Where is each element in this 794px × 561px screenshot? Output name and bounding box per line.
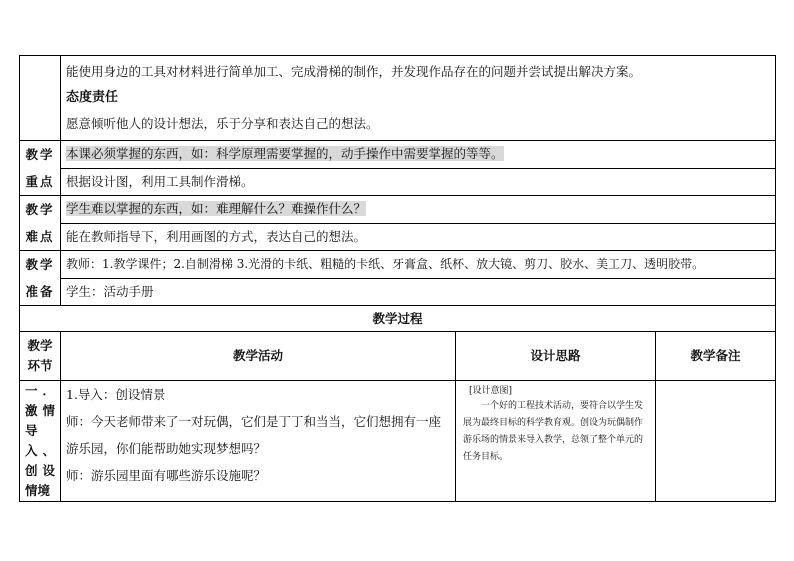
stage-1-activity-teacher-2: 师：游乐园里面有哪些游乐设施呢？ (66, 468, 267, 483)
difficulties-label (20, 196, 61, 251)
process-title: 教学过程 (20, 306, 776, 332)
stage-header-1: 教学 (27, 338, 53, 353)
notes-column-header: 教学备注 (656, 332, 776, 381)
process-header-row (20, 332, 776, 381)
design-intent-text: 一个好的工程技术活动，要符合以学生发展为最终目标的科学教育观。创设为玩偶制作游乐场的情景来导入教学，总领了整个单元的任务目标。 (463, 401, 644, 462)
stage-1-activity-intro: 1.导入：创设情景 (66, 387, 166, 402)
lesson-plan-table (19, 55, 776, 502)
preparation-label-1: 教学 (25, 257, 55, 272)
stage-header-2: 环节 (27, 358, 53, 373)
preparation-line2-cell (61, 278, 776, 306)
difficulties-label-2: 难点 (25, 229, 55, 244)
difficulties-line2-cell (61, 223, 776, 251)
difficulties-label-1: 教学 (25, 202, 55, 217)
stage-1-row (20, 381, 776, 502)
design-column-header: 设计思路 (456, 332, 656, 381)
difficulties-hint-text: 学生难以掌握的东西，如：难理解什么？难操作什么？ (66, 201, 367, 217)
process-banner-row (20, 306, 776, 332)
stage-1-design-cell (456, 381, 656, 502)
goals-content-cell (61, 56, 776, 141)
key-points-label-2: 重点 (25, 174, 55, 189)
attitude-title: 态度责任 (66, 90, 119, 105)
goals-skill-text: 能使用身边的工具对材料进行简单加工、完成滑梯的制作，并发现作品存在的问题并尝试提出解决方案。 (66, 64, 642, 79)
preparation-label-2: 准备 (25, 284, 55, 299)
preparation-student-text: 学生：活动手册 (66, 283, 154, 299)
attitude-text: 愿意倾听他人的设计想法，乐于分享和表达自己的想法。 (66, 116, 379, 131)
key-points-row-1 (20, 141, 776, 169)
goals-label-cell (20, 56, 61, 141)
key-points-hint-text: 本课必须掌握的东西，如：科学原理需要掌握的，动手操作中需要掌握的等等。 (66, 146, 504, 162)
preparation-row-1 (20, 251, 776, 279)
preparation-line1-cell (61, 251, 776, 279)
stage-1-name: 一．激情导入、创设情境 (20, 381, 61, 502)
goals-row (20, 56, 776, 141)
preparation-label (20, 251, 61, 306)
stage-1-activity-teacher-1: 师：今天老师带来了一对玩偶，它们是丁丁和当当，它们想拥有一座游乐园，你们能帮助她实现梦想吗？ (66, 414, 442, 456)
key-points-label-1: 教学 (25, 147, 55, 162)
key-points-row-2 (20, 168, 776, 196)
stage-1-activity-cell (61, 381, 456, 502)
preparation-teacher-text: 教师：1.教学课件；2.自制滑梯 3.光滑的卡纸、粗糙的卡纸、牙膏盒、纸杯、放大镜、剪刀、胶水、美工刀、透明胶带。 (66, 257, 705, 272)
key-points-label (20, 141, 61, 196)
stage-column-header (20, 332, 61, 381)
key-points-line1-cell (61, 141, 776, 169)
preparation-row-2 (20, 278, 776, 306)
difficulties-row-2 (20, 223, 776, 251)
difficulties-text: 能在教师指导下，利用画图的方式，表达自己的想法。 (66, 228, 367, 244)
key-points-line2-cell (61, 168, 776, 196)
key-points-text: 根据设计图，利用工具制作滑梯。 (66, 173, 254, 189)
stage-1-notes-cell (656, 381, 776, 502)
difficulties-line1-cell (61, 196, 776, 224)
difficulties-row-1 (20, 196, 776, 224)
activity-column-header: 教学活动 (61, 332, 456, 381)
design-intent-tag: [设计意图] (469, 386, 513, 396)
